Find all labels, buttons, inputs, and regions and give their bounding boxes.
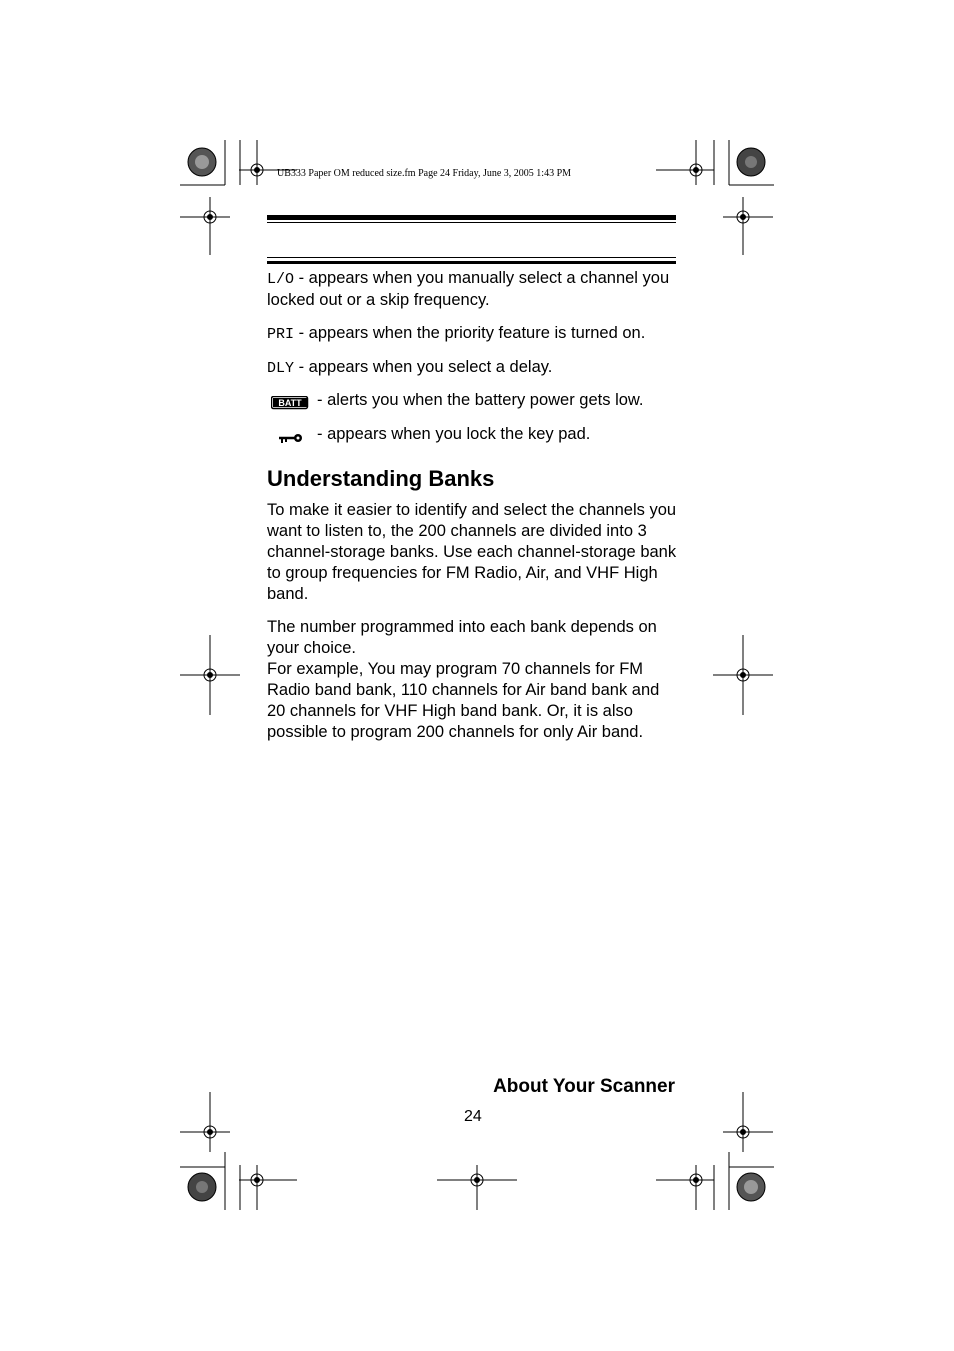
section-rule-thin xyxy=(267,257,676,258)
top-rule-thin xyxy=(267,222,676,223)
page-number: 24 xyxy=(464,1108,482,1125)
indicator-text: - appears when the priority feature is turned on. xyxy=(294,324,646,342)
indicator-code: PRI xyxy=(267,326,295,343)
key-icon xyxy=(278,432,304,450)
indicator-dly xyxy=(267,357,677,379)
top-rule-thick xyxy=(267,215,676,220)
footer-section-title: About Your Scanner xyxy=(493,1076,675,1097)
file-info-header: UB333 Paper OM reduced size.fm Page 24 Friday, June 3, 2005 1:43 PM xyxy=(277,168,572,179)
battery-label: BATT xyxy=(278,398,302,408)
indicator-text: - appears when you select a delay. xyxy=(294,358,553,376)
key-indicator-text: - appears when you lock the key pad. xyxy=(317,425,591,443)
indicator-lo xyxy=(267,268,677,311)
indicator-pri xyxy=(267,323,677,345)
paragraph-line: For example, You may program 70 channels for FM Radio band bank, 110 channels for Air band bank and 20 channels for VHF High band bank. Or, it is also possible to program 200 channels for only Air band. xyxy=(267,660,660,741)
battery-icon xyxy=(271,396,309,415)
section-heading: Understanding Banks xyxy=(267,466,495,491)
indicator-text: - appears when you manually select a channel you locked out or a skip frequency. xyxy=(267,269,670,309)
paragraph-banks-choice xyxy=(267,617,677,743)
indicator-code: L/O xyxy=(267,271,295,288)
battery-indicator-text: - alerts you when the battery power gets low. xyxy=(317,391,644,409)
paragraph-line: The number programmed into each bank depends on your choice. xyxy=(267,618,657,657)
paragraph-banks-intro: To make it easier to identify and select the channels you want to listen to, the 200 channels are divided into 3 channel-storage banks. Use each channel-storage bank to group frequencies for FM Radio, Air, and VHF High band. xyxy=(267,501,677,603)
indicator-code: DLY xyxy=(267,360,295,377)
section-rule-thick xyxy=(267,261,676,264)
